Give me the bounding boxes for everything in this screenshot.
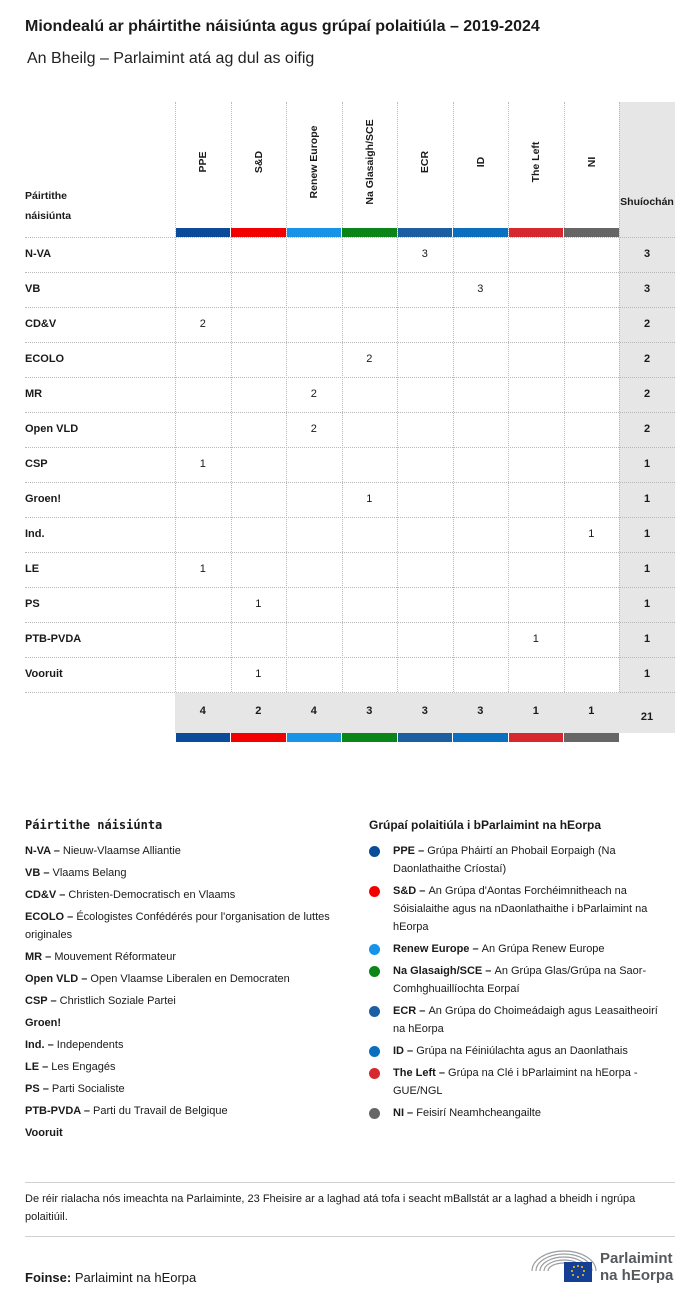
legend-dot-icon bbox=[369, 846, 380, 857]
legend-party-name: Écologistes Confédérés pour l'organisation de luttes originales bbox=[25, 911, 330, 941]
row-divider bbox=[25, 622, 675, 623]
legend-party-abbr: Vooruit bbox=[25, 1127, 63, 1139]
seat-value: 1 bbox=[199, 458, 206, 470]
seat-value: 1 bbox=[199, 563, 206, 575]
group-header-label: ECR bbox=[419, 150, 431, 174]
legend-party-item bbox=[25, 948, 355, 966]
legend-party-name: Les Engagés bbox=[51, 1061, 116, 1073]
group-header-6 bbox=[453, 102, 509, 227]
row-total: 1 bbox=[643, 598, 651, 610]
legend-group-abbr: The Left – bbox=[393, 1067, 449, 1079]
group-total: 3 bbox=[477, 705, 484, 717]
legend-group-abbr: ID – bbox=[393, 1045, 417, 1057]
group-color-bar-top bbox=[509, 228, 564, 237]
group-header-label: ID bbox=[474, 156, 487, 168]
note-divider-bottom bbox=[25, 1236, 675, 1237]
seat-value: 1 bbox=[255, 668, 262, 680]
legend-group-item bbox=[369, 842, 669, 878]
legend-party-item bbox=[25, 1036, 355, 1054]
legend-party-abbr: ECOLO – bbox=[25, 911, 77, 923]
legend-group-abbr: NI – bbox=[393, 1107, 417, 1119]
legend-party-item bbox=[25, 908, 355, 944]
seat-value: 2 bbox=[310, 388, 317, 400]
legend-parties bbox=[25, 818, 355, 1146]
source-label: Foinse: bbox=[25, 1270, 72, 1285]
legend-group-item bbox=[369, 940, 669, 958]
row-total: 1 bbox=[643, 458, 651, 470]
group-header-4 bbox=[342, 102, 398, 227]
legend-dot-icon bbox=[369, 1108, 380, 1119]
group-color-bar-top bbox=[176, 228, 231, 237]
row-header-label bbox=[25, 186, 165, 226]
group-header-label: Renew Europe bbox=[308, 125, 320, 199]
legend-party-item bbox=[25, 886, 355, 904]
legend-party-item bbox=[25, 992, 355, 1010]
legend-party-abbr: CD&V – bbox=[25, 889, 69, 901]
row-total: 1 bbox=[643, 493, 651, 505]
legend-group-item bbox=[369, 1104, 669, 1122]
group-total: 2 bbox=[255, 705, 262, 717]
legend-group-name: An Grúpa do Choimeádaigh agus Leasaitheoirí na hEorpa bbox=[393, 1005, 658, 1035]
group-header-5 bbox=[397, 102, 453, 227]
group-total: 1 bbox=[588, 705, 595, 717]
group-color-bar-top bbox=[564, 228, 619, 237]
legend-group-abbr: Renew Europe – bbox=[393, 943, 482, 955]
group-color-bar-bottom bbox=[453, 733, 508, 742]
group-color-bar-top bbox=[398, 228, 453, 237]
legend-group-item bbox=[369, 962, 669, 998]
legend-party-abbr: LE – bbox=[25, 1061, 52, 1073]
logo-line-2: na hEorpa bbox=[600, 1267, 674, 1284]
group-color-bar-top bbox=[231, 228, 286, 237]
group-header-7 bbox=[508, 102, 564, 227]
legend-party-item bbox=[25, 1124, 355, 1142]
legend-party-item bbox=[25, 1080, 355, 1098]
group-color-bar-bottom bbox=[509, 733, 564, 742]
legend-group-name: Feisirí Neamhcheangailte bbox=[416, 1107, 541, 1119]
group-color-bar-top bbox=[287, 228, 342, 237]
legend-party-name: Parti Socialiste bbox=[51, 1083, 125, 1095]
party-name: MR bbox=[25, 388, 43, 400]
row-divider bbox=[25, 482, 675, 483]
page-title: Miondealú ar pháirtithe náisiúnta agus grúpaí polaitiúla – 2019-2024 bbox=[25, 18, 540, 35]
group-color-bar-top bbox=[342, 228, 397, 237]
party-name: CD&V bbox=[25, 318, 57, 330]
seat-value: 1 bbox=[366, 493, 373, 505]
group-total: 3 bbox=[366, 705, 373, 717]
seat-value: 3 bbox=[421, 248, 428, 260]
legend-dot-icon bbox=[369, 944, 380, 955]
group-header-1 bbox=[175, 102, 231, 227]
legend-party-item bbox=[25, 1058, 355, 1076]
legend-groups bbox=[369, 818, 669, 1126]
party-name: LE bbox=[25, 563, 40, 575]
row-total: 1 bbox=[643, 633, 651, 645]
group-header-8 bbox=[564, 102, 620, 227]
group-header-label: The Left bbox=[530, 141, 542, 183]
row-divider bbox=[25, 692, 675, 693]
legend-party-abbr: MR – bbox=[25, 951, 55, 963]
row-divider bbox=[25, 657, 675, 658]
group-header-2 bbox=[231, 102, 287, 227]
group-total: 3 bbox=[421, 705, 428, 717]
legend-party-item bbox=[25, 842, 355, 860]
seat-value: 1 bbox=[588, 528, 595, 540]
legend-dot-icon bbox=[369, 886, 380, 897]
row-divider bbox=[25, 447, 675, 448]
party-name: Vooruit bbox=[25, 668, 63, 680]
seat-value: 3 bbox=[477, 283, 484, 295]
row-total: 3 bbox=[643, 283, 651, 295]
row-divider bbox=[25, 587, 675, 588]
party-name: Open VLD bbox=[25, 423, 79, 435]
grand-total: 21 bbox=[640, 711, 654, 723]
legend-party-name: Mouvement Réformateur bbox=[54, 951, 177, 963]
group-total: 4 bbox=[310, 705, 317, 717]
legend-party-abbr: PS – bbox=[25, 1083, 52, 1095]
group-color-bar-bottom bbox=[176, 733, 231, 742]
party-name: Ind. bbox=[25, 528, 45, 540]
row-divider bbox=[25, 517, 675, 518]
row-total: 2 bbox=[643, 353, 651, 365]
row-divider bbox=[25, 552, 675, 553]
group-color-bar-bottom bbox=[398, 733, 453, 742]
legend-group-abbr: S&D – bbox=[393, 885, 429, 897]
source-text: Parlaimint na hEorpa bbox=[74, 1270, 197, 1285]
party-name: ECOLO bbox=[25, 353, 65, 365]
source-line bbox=[25, 1270, 196, 1285]
legend-group-name: Grúpa na Clé i bParlaimint na hEorpa - GUE/NGL bbox=[393, 1067, 638, 1097]
legend-party-name: Vlaams Belang bbox=[52, 867, 127, 879]
total-header: Shuíochán bbox=[620, 196, 674, 208]
legend-dot-icon bbox=[369, 1046, 380, 1057]
party-name: PTB-PVDA bbox=[25, 633, 82, 645]
group-color-bar-bottom bbox=[564, 733, 619, 742]
party-name: VB bbox=[25, 283, 41, 295]
row-total: 2 bbox=[643, 318, 651, 330]
legend-party-name: Open Vlaamse Liberalen en Democraten bbox=[90, 973, 290, 985]
legend-group-name: An Grúpa d'Aontas Forchéimnitheach na Sóisialaithe agus na nDaonlathaithe i bParlaimint na hEorpa bbox=[393, 885, 648, 933]
legend-party-item bbox=[25, 864, 355, 882]
logo-text bbox=[600, 1250, 673, 1284]
row-total: 1 bbox=[643, 563, 651, 575]
seat-value: 2 bbox=[366, 353, 373, 365]
legend-party-abbr: PTB-PVDA – bbox=[25, 1105, 94, 1117]
legend-parties-title: Páirtithe náisiúnta bbox=[25, 818, 163, 832]
legend-group-item bbox=[369, 1042, 669, 1060]
legend-group-abbr: ECR – bbox=[393, 1005, 429, 1017]
row-divider bbox=[25, 307, 675, 308]
legend-party-abbr: CSP – bbox=[25, 995, 60, 1007]
legend-groups-title: Grúpaí polaitiúla i bParlaimint na hEorpa bbox=[369, 818, 602, 832]
party-name: Groen! bbox=[25, 493, 62, 505]
legend-party-abbr: Open VLD – bbox=[25, 973, 91, 985]
seat-value: 1 bbox=[532, 633, 539, 645]
legend-party-item bbox=[25, 1014, 355, 1032]
legend-party-item bbox=[25, 970, 355, 988]
legend-party-abbr: N-VA – bbox=[25, 845, 63, 857]
group-total: 4 bbox=[199, 705, 206, 717]
group-header-3 bbox=[286, 102, 342, 227]
legend-dot-icon bbox=[369, 966, 380, 977]
group-color-bar-bottom bbox=[231, 733, 286, 742]
row-header-word: Páirtithe bbox=[25, 190, 68, 202]
row-divider bbox=[25, 237, 675, 238]
legend-group-item bbox=[369, 1002, 669, 1038]
row-divider bbox=[25, 412, 675, 413]
seat-value: 2 bbox=[310, 423, 317, 435]
group-header-label: S&D bbox=[252, 150, 265, 174]
legend-group-item bbox=[369, 1064, 669, 1100]
group-color-bar-bottom bbox=[342, 733, 397, 742]
group-header-label: NI bbox=[585, 156, 598, 168]
row-header-word: náisiúnta bbox=[25, 210, 72, 222]
group-color-bar-bottom bbox=[287, 733, 342, 742]
row-total: 3 bbox=[643, 248, 651, 260]
legend-party-name: Christen-Democratisch en Vlaams bbox=[68, 889, 236, 901]
legend-party-abbr: Groen! bbox=[25, 1017, 62, 1029]
group-header-label: Na Glasaigh/SCE bbox=[363, 119, 376, 205]
note-divider-top bbox=[25, 1182, 675, 1183]
legend-party-name: Christlich Soziale Partei bbox=[59, 995, 176, 1007]
legend-party-abbr: Ind. – bbox=[25, 1039, 57, 1051]
party-name: CSP bbox=[25, 458, 48, 470]
party-name: PS bbox=[25, 598, 40, 610]
legend-party-name: Independents bbox=[56, 1039, 124, 1051]
legend-dot-icon bbox=[369, 1068, 380, 1079]
group-color-bar-top bbox=[453, 228, 508, 237]
seat-value: 1 bbox=[255, 598, 262, 610]
legend-party-abbr: VB – bbox=[25, 867, 53, 879]
legend-party-item bbox=[25, 1102, 355, 1120]
legend-group-item bbox=[369, 882, 669, 936]
group-header-label: PPE bbox=[197, 151, 209, 173]
seat-value: 2 bbox=[199, 318, 206, 330]
row-divider bbox=[25, 377, 675, 378]
row-total: 1 bbox=[643, 668, 651, 680]
row-total: 2 bbox=[643, 388, 651, 400]
party-name: N-VA bbox=[25, 248, 52, 260]
legend-group-name: An Grúpa Glas/Grúpa na Saor-Comhghuaillíochta Eorpaí bbox=[393, 965, 647, 995]
logo-line-1: Parlaimint bbox=[600, 1250, 673, 1267]
row-total: 1 bbox=[643, 528, 651, 540]
legend-group-abbr: Na Glasaigh/SCE – bbox=[393, 965, 495, 977]
legend-party-name: Parti du Travail de Belgique bbox=[93, 1105, 228, 1117]
legend-group-name: An Grúpa Renew Europe bbox=[481, 943, 605, 955]
row-total: 2 bbox=[643, 423, 651, 435]
page-subtitle: An Bheilg – Parlaimint atá ag dul as oifig bbox=[27, 50, 315, 67]
legend-dot-icon bbox=[369, 1006, 380, 1017]
legend-group-abbr: PPE – bbox=[393, 845, 428, 857]
legend-group-name: Grúpa Pháirtí an Phobail Eorpaigh (Na Daonlathaithe Críostaí) bbox=[393, 845, 616, 875]
row-divider bbox=[25, 272, 675, 273]
footnote: De réir rialacha nós imeachta na Parlaiminte, 23 Fheisire ar a laghad atá tofa i seacht mBallstát ar a laghad a bheidh i ngrúpa polaitiúil. bbox=[25, 1193, 636, 1223]
legend-group-name: Grúpa na Féiniúlachta agus an Daonlathais bbox=[416, 1045, 628, 1057]
group-total: 1 bbox=[532, 705, 539, 717]
row-divider bbox=[25, 342, 675, 343]
legend-party-name: Nieuw-Vlaamse Alliantie bbox=[62, 845, 181, 857]
